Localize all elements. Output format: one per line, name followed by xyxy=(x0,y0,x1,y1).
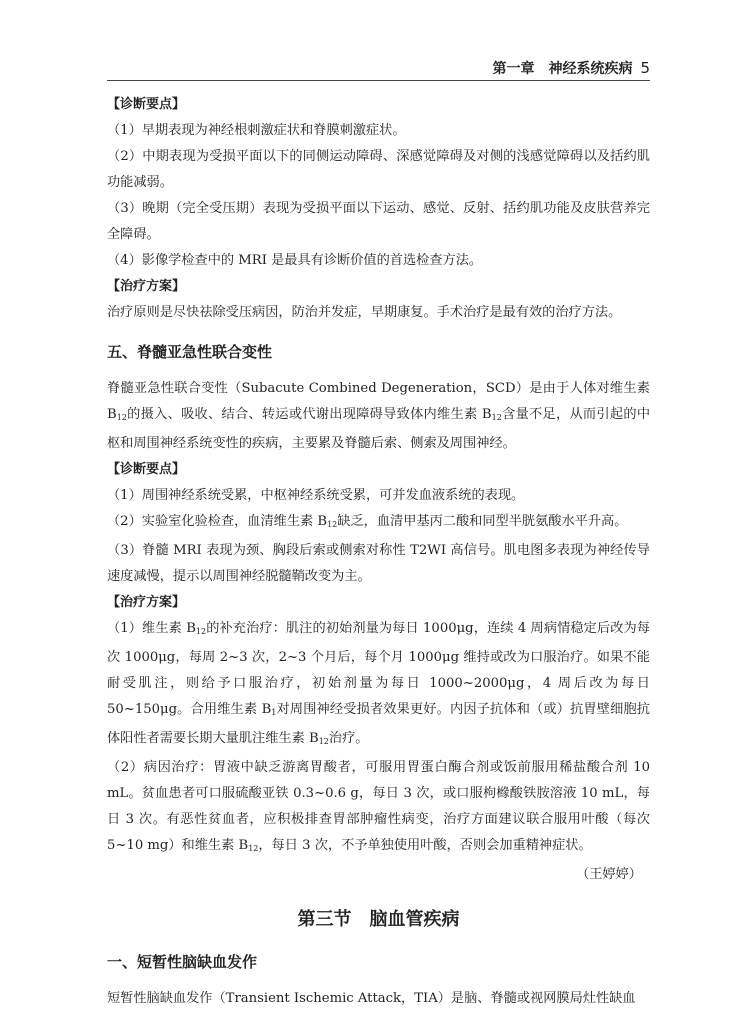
tia-intro: 短暂性脑缺血发作（Transient Ischemic Attack，TIA）是脑、脊髓或视网膜局灶性缺血 xyxy=(107,991,636,1006)
scd-diagnosis-item-3: （3）脊髓 MRI 表现为颈、胸段后索或侧索对称性 T2WI 高信号。肌电图多表现为神经传导速度减慢，提示以周围神经脱髓鞘改变为主。 xyxy=(107,543,650,584)
diagnosis-heading: 【诊断要点】 xyxy=(107,97,186,112)
diagnosis-item-1: （1）早期表现为神经根刺激症状和脊膜刺激症状。 xyxy=(107,123,406,138)
section-heading-scd: 五、脊髓亚急性联合变性 xyxy=(107,343,273,361)
scd-diagnosis-heading: 【诊断要点】 xyxy=(107,462,186,477)
chapter-title: 第一章 神经系统疾病 xyxy=(492,61,633,77)
treatment-text: 治疗原则是尽快祛除受压病因，防治并发症，早期康复。手术治疗是最有效的治疗方法。 xyxy=(107,305,622,320)
scd-treatment-heading: 【治疗方案】 xyxy=(107,595,186,610)
page-number: 5 xyxy=(640,59,650,77)
scd-intro: 脊髓亚急性联合变性（Subacute Combined Degeneration，SCD）是由于人体对维生素 $B_{12}$的摄入、吸收、结合、转运或代谢出现障碍导致体内维生素 $B_{12}$含量不足，从而引起的中枢和周围神经系统变性的疾病，主要累及脊髓后索、侧索及周围神经。 xyxy=(107,381,651,451)
body-content xyxy=(107,92,650,1012)
treatment-heading: 【治疗方案】 xyxy=(107,279,186,294)
scd-treatment-item-2: （2）病因治疗：胃液中缺乏游离胃酸者，可服用胃蛋白酶合剂或饭前服用稀盐酸合剂 10 mL。贫血患者可口服硫酸亚铁 0.3~0.6 g，每日 3 次，或口服枸橼酸铁胺溶液 10 mL，每日 3 次。有恶性贫血者，应积极排查胃部肿瘤性病变，治疗方面建议联合服用叶酸（每次 5~10 mg）和维生素 $B_{12}$，每日 3 次，不予单独使用叶酸，否则会加重精神症状。 xyxy=(107,760,651,853)
diagnosis-item-3: （3）晚期（完全受压期）表现为受损平面以下运动、感觉、反射、括约肌功能及皮肤营养完全障碍。 xyxy=(107,201,650,242)
diagnosis-item-4: （4）影像学检查中的 MRI 是最具有诊断价值的首选检查方法。 xyxy=(107,253,483,268)
header-text xyxy=(492,58,650,78)
scd-treatment-item-1: （1）维生素 $B_{12}$的补充治疗：肌注的初始剂量为每日 1000μg，连续 4 周病情稳定后改为每次 1000μg，每周 2~3 次，2~3 个月后，每个月 1000μg 维持或改为口服治疗。如果不能耐受肌注，则给予口服治疗，初始剂量为每日 1000~2000μg，4 周后改为每日 50~150μg。合用维生素 $B_1$对周围神经受损者效果更好。内因子抗体和（或）抗胃壁细胞抗体阳性者需要长期大量肌注维生素 $B_{12}$治疗。 xyxy=(107,621,650,746)
section-title: 第三节 脑血管疾病 xyxy=(297,909,460,930)
scd-diagnosis-item-1: （1）周围神经系统受累，中枢神经系统受累，可并发血液系统的表现。 xyxy=(107,488,525,503)
scd-diagnosis-item-2: （2）实验室化验检查，血清维生素 $B_{12}$缺乏，血清甲基丙二酸和同型半胱氨酸水平升高。 xyxy=(107,514,628,529)
subsection-title-tia: 一、短暂性脑缺血发作 xyxy=(107,953,258,971)
diagnosis-item-2: （2）中期表现为受损平面以下的同侧运动障碍、深感觉障碍及对侧的浅感觉障碍以及括约肌功能减弱。 xyxy=(107,149,650,190)
author-credit: （王婷婷） xyxy=(576,867,642,882)
running-header xyxy=(107,58,650,81)
